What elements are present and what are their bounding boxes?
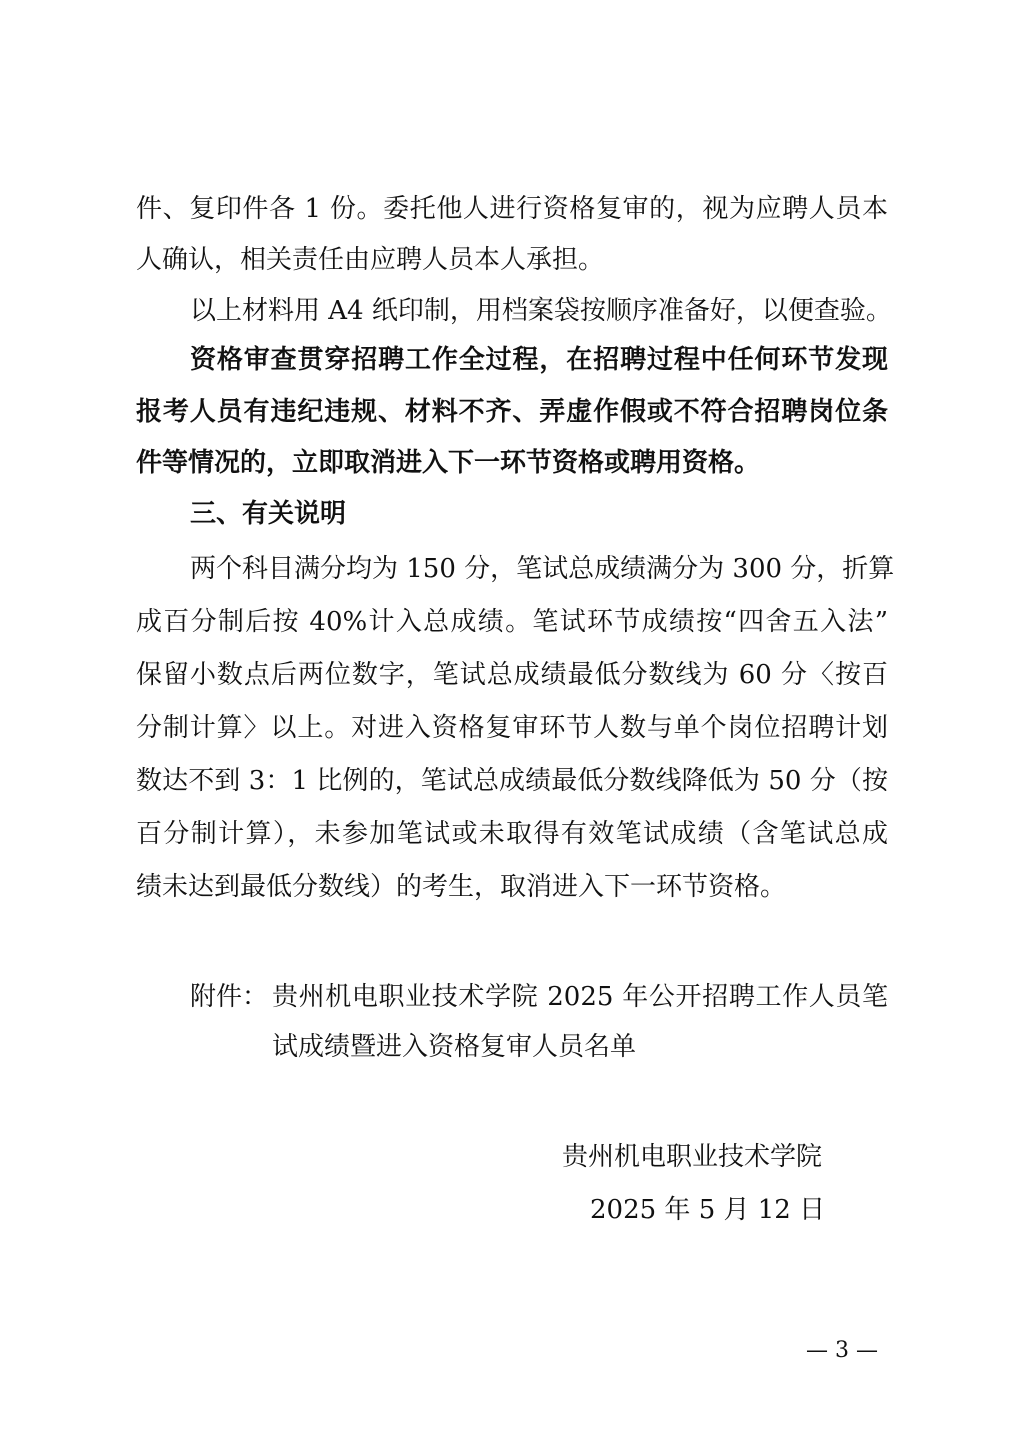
signature-date: 2025 年 5 月 12 日 (590, 1195, 826, 1225)
paragraph-1-line-1: 件、复印件各 1 份。委托他人进行资格复审的，视为应聘人员本 (136, 194, 888, 224)
attachment-label: 附件： (190, 982, 269, 1012)
paragraph-4-line-3: 保留小数点后两位数字，笔试总成绩最低分数线为 60 分〈按百 (136, 660, 888, 690)
attachment-title-line-1: 贵州机电职业技术学院 2025 年公开招聘工作人员笔 (272, 982, 888, 1012)
bold-paragraph-line-3: 件等情况的，立即取消进入下一环节资格或聘用资格。 (136, 448, 761, 478)
paragraph-1-line-2: 人确认，相关责任由应聘人员本人承担。 (136, 245, 605, 275)
paragraph-4-line-4: 分制计算〉以上。对进入资格复审环节人数与单个岗位招聘计划 (136, 713, 888, 743)
bold-paragraph-line-2: 报考人员有违纪违规、材料不齐、弄虚作假或不符合招聘岗位条 (136, 397, 888, 427)
paragraph-4-line-1: 两个科目满分均为 150 分，笔试总成绩满分为 300 分，折算 (190, 554, 895, 584)
paragraph-4-line-2: 成百分制后按 40%计入总成绩。笔试环节成绩按“四舍五入法” (136, 607, 888, 637)
page-number: — 3 — (806, 1338, 878, 1363)
signature-organization: 贵州机电职业技术学院 (562, 1142, 823, 1172)
paragraph-4-line-7: 绩未达到最低分数线）的考生，取消进入下一环节资格。 (136, 872, 787, 902)
section-heading: 三、有关说明 (190, 499, 347, 529)
bold-paragraph-line-1: 资格审查贯穿招聘工作全过程，在招聘过程中任何环节发现 (190, 345, 888, 375)
paragraph-4-line-5: 数达不到 3：1 比例的，笔试总成绩最低分数线降低为 50 分（按 (136, 766, 888, 796)
attachment-title-line-2: 试成绩暨进入资格复审人员名单 (272, 1032, 637, 1062)
paragraph-4-line-6: 百分制计算），未参加笔试或未取得有效笔试成绩（含笔试总成 (136, 819, 888, 849)
paragraph-2-line-1: 以上材料用 A4 纸印制，用档案袋按顺序准备好，以便查验。 (190, 296, 892, 326)
